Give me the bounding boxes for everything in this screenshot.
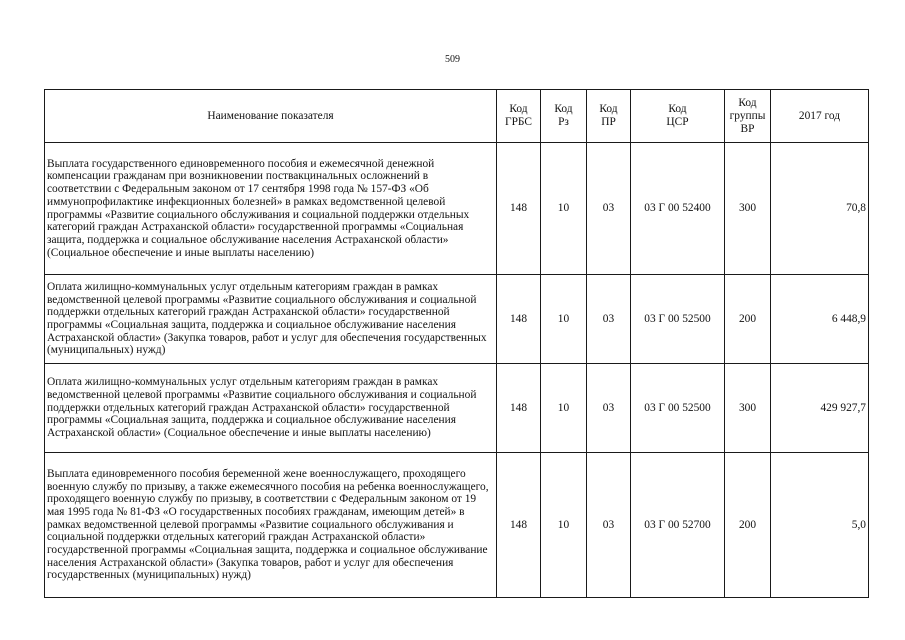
row-grbs: 148	[497, 453, 541, 598]
row-pr: 03	[587, 364, 631, 453]
table-row	[45, 143, 869, 275]
row-grbs: 148	[497, 143, 541, 275]
page-number: 509	[445, 54, 460, 65]
row-name: Выплата государственного единовременного пособия и ежемесячной денежной компенсации гражданам при возникновении поствакцинальных осложнений в соответствии с Федеральным законом от 17 сентября 1998 года № 157-ФЗ «Об иммунопрофилактике инфекционных болезней» в рамках ведомственной целевой программы «Развитие социального обслуживания и социальной поддержки отдельных категорий граждан Астраханской области» государственной программы «Социальная защита, поддержка и социальное обслуживание населения Астраханской области» (Социальное обеспечение и иные выплаты населению)	[45, 143, 497, 275]
row-rz: 10	[541, 364, 587, 453]
row-csr: 03 Г 00 52700	[631, 453, 725, 598]
row-grbs: 148	[497, 364, 541, 453]
row-rz: 10	[541, 143, 587, 275]
row-amount: 70,8	[771, 143, 869, 275]
row-amount: 6 448,9	[771, 275, 869, 364]
row-grbs: 148	[497, 275, 541, 364]
table-body	[45, 143, 869, 598]
table-row	[45, 453, 869, 598]
row-name: Выплата единовременного пособия беременной жене военнослужащего, проходящего военную службу по призыву, а также ежемесячного пособия на ребенка военнослужащего, проходящего военную службу по призыву, в соответствии с Федеральным законом от 19 мая 1995 года № 81-ФЗ «О государственных пособиях гражданам, имеющим детей» в рамках ведомственной целевой программы «Развитие социального обслуживания и социальной поддержки отдельных категорий граждан Астраханской области» государственной программы «Социальная защита, поддержка и социальное обслуживание населения Астраханской области» (Закупка товаров, работ и услуг для обеспечения государственных (муниципальных) нужд)	[45, 453, 497, 598]
row-rz: 10	[541, 453, 587, 598]
table-header	[45, 90, 869, 143]
table-row	[45, 275, 869, 364]
row-vr: 200	[725, 275, 771, 364]
row-name: Оплата жилищно-коммунальных услуг отдельным категориям граждан в рамках ведомственной целевой программы «Развитие социального обслуживания и социальной поддержки отдельных категорий граждан Астраханской области» государственной программы «Социальная защита, поддержка и социальное обслуживание населения Астраханской области» (Закупка товаров, работ и услуг для обеспечения государственных (муниципальных) нужд)	[45, 275, 497, 364]
row-pr: 03	[587, 143, 631, 275]
header-rz: Код Рз	[541, 90, 587, 143]
row-pr: 03	[587, 453, 631, 598]
row-amount: 429 927,7	[771, 364, 869, 453]
row-vr: 300	[725, 143, 771, 275]
row-name: Оплата жилищно-коммунальных услуг отдельным категориям граждан в рамках ведомственной целевой программы «Развитие социального обслуживания и социальной поддержки отдельных категорий граждан Астраханской области» государственной программы «Социальная защита, поддержка и социальное обслуживание населения Астраханской области» (Социальное обеспечение и иные выплаты населению)	[45, 364, 497, 453]
header-year: 2017 год	[771, 90, 869, 143]
header-csr: Код ЦСР	[631, 90, 725, 143]
header-pr: Код ПР	[587, 90, 631, 143]
table-row	[45, 364, 869, 453]
row-vr: 200	[725, 453, 771, 598]
header-name: Наименование показателя	[45, 90, 497, 143]
row-amount: 5,0	[771, 453, 869, 598]
budget-table	[44, 89, 869, 598]
header-grbs: Код ГРБС	[497, 90, 541, 143]
row-csr: 03 Г 00 52500	[631, 275, 725, 364]
header-vr: Код группы ВР	[725, 90, 771, 143]
row-csr: 03 Г 00 52500	[631, 364, 725, 453]
row-csr: 03 Г 00 52400	[631, 143, 725, 275]
row-rz: 10	[541, 275, 587, 364]
row-vr: 300	[725, 364, 771, 453]
header-row	[45, 90, 869, 143]
row-pr: 03	[587, 275, 631, 364]
